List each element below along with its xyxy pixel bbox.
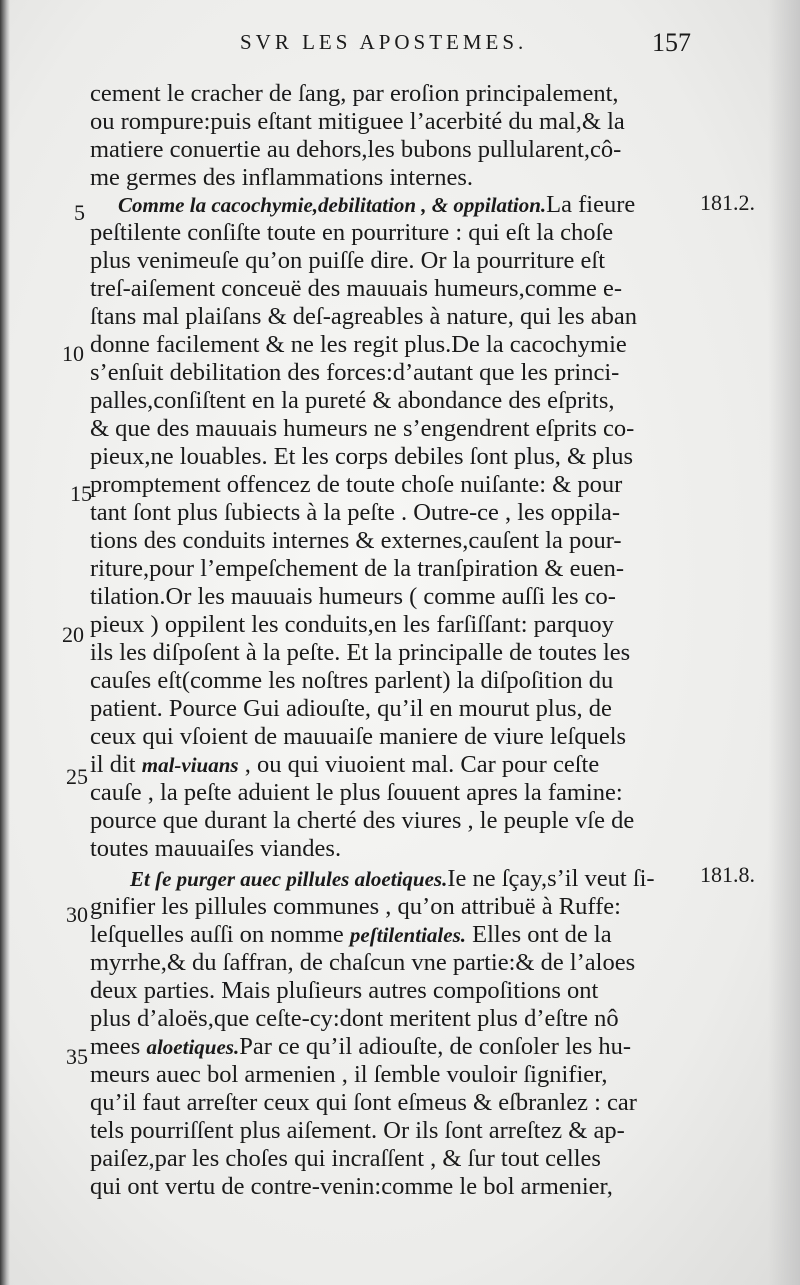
- text-line: [90, 1117, 625, 1145]
- line-text: myrrhe,& du ſaffran, de chaſcun vne partie:& de l’aloes: [90, 949, 636, 976]
- text-line: [90, 977, 598, 1005]
- text-line: [90, 443, 633, 471]
- line-text: plus venimeuſe qu’on puiſſe dire. Or la pourriture eſt: [90, 247, 606, 274]
- line-text: ou rompure:puis eſtant mitiguee l’acerbité du mal,& la: [90, 108, 625, 135]
- line-text: tels pourriſſent plus aiſement. Or ils ſont arreſtez & ap-: [90, 1117, 625, 1144]
- line-text: patient. Pource Gui adiouſte, qu’il en mourut plus, de: [90, 695, 612, 722]
- line-text: tilation.Or les mauuais humeurs ( comme auſſi les co-: [90, 583, 616, 610]
- text-line: [90, 949, 635, 977]
- text-line: [90, 779, 623, 807]
- line-text: gnifier les pillules communes , qu’on attribuë à Ruffe:: [90, 893, 621, 920]
- italic-lemma: Et ſe purger auec pillules aloetiques.: [130, 867, 448, 891]
- line-text: peſtilente conſiſte toute en pourriture : qui eſt la choſe: [90, 219, 614, 246]
- text-line: [90, 387, 615, 415]
- line-text: tions des conduits internes & externes,cauſent la pour-: [90, 527, 622, 554]
- line-text: qu’il faut arreſter ceux qui ſont eſmeus & eſbranlez : car: [90, 1089, 637, 1116]
- text-line: [90, 331, 627, 359]
- line-text: promptement offencez de toute choſe nuiſante: & pour: [90, 471, 623, 498]
- page-number: 157: [652, 28, 691, 57]
- page-gutter-shadow: [0, 0, 10, 1285]
- text-line: [90, 164, 473, 192]
- margin-note: 181.8.: [700, 862, 755, 887]
- text-line: [130, 865, 655, 893]
- text-line: [90, 807, 634, 835]
- text-line: [90, 471, 622, 499]
- line-text: treſ-aiſement conceuë des mauuais humeurs,comme e-: [90, 275, 622, 302]
- text-line: [90, 921, 612, 949]
- line-text: cauſes eſt(comme les noſtres parlent) la diſpoſition du: [90, 667, 614, 694]
- text-line: [90, 275, 622, 303]
- text-line: [90, 247, 605, 275]
- text-line: [90, 80, 619, 108]
- text-line: [90, 695, 612, 723]
- line-text: tant ſont plus ſubiects à la peſte . Outre-ce , les oppila-: [90, 499, 620, 526]
- line-text: pource que durant la cherté des viures , le peuple vſe de: [90, 807, 635, 834]
- line-text: s’enſuit debilitation des forces:d’autant que les princi-: [90, 359, 620, 386]
- text-line: [90, 555, 624, 583]
- line-number: 35: [66, 1044, 88, 1069]
- line-text: La fieure: [546, 191, 636, 218]
- line-text: mees: [90, 1033, 147, 1060]
- text-line: [90, 499, 620, 527]
- line-text: , ou qui viuoient mal. Car pour ceſte: [238, 751, 600, 778]
- line-text: toutes mauuaiſes viandes.: [90, 835, 342, 862]
- line-text: meurs auec bol armenien , il ſemble vouloir ſignifier,: [90, 1061, 608, 1088]
- line-number: 25: [66, 764, 88, 789]
- text-line: [90, 893, 621, 921]
- line-text: plus d’aloës,que ceſte-cy:dont meritent plus d’eſtre nô: [90, 1005, 619, 1032]
- text-line: [90, 136, 621, 164]
- page-edge: [768, 0, 800, 1285]
- text-line: [90, 1061, 607, 1089]
- text-line: [90, 667, 613, 695]
- text-line: [90, 1005, 619, 1033]
- line-number: 5: [74, 200, 85, 225]
- italic-lemma: mal-viuans: [141, 753, 239, 777]
- text-line: [90, 1089, 637, 1117]
- text-line: [90, 611, 614, 639]
- text-line: [90, 583, 616, 611]
- running-title: SVR LES APOSTEMES.: [240, 30, 528, 54]
- text-line: [90, 751, 599, 779]
- line-text: paiſez,par les choſes qui incraſſent , & ſur tout celles: [90, 1145, 601, 1172]
- line-text: & que des mauuais humeurs ne s’engendrent eſprits co-: [90, 415, 635, 442]
- line-text: deux parties. Mais pluſieurs autres compoſitions ont: [90, 977, 599, 1004]
- line-text: cauſe , la peſte aduient le plus ſouuent apres la famine:: [90, 779, 623, 806]
- text-line: [90, 527, 622, 555]
- line-text: riture,pour l’empeſchement de la tranſpiration & euen-: [90, 555, 625, 582]
- text-line: [90, 108, 625, 136]
- text-line: [90, 723, 626, 751]
- text-line: [90, 359, 619, 387]
- line-text: palles,conſiſtent en la pureté & abondance des eſprits,: [90, 387, 615, 414]
- line-number: 10: [62, 341, 84, 366]
- text-line: [90, 835, 341, 863]
- line-text: cement le cracher de ſang, par eroſion principalement,: [90, 80, 619, 107]
- italic-lemma: Comme la cacochymie,debilitation , & oppilation.: [118, 193, 547, 217]
- text-line: [90, 639, 630, 667]
- line-text: il dit: [90, 751, 142, 778]
- line-text: qui ont vertu de contre-venin:comme le bol armenier,: [90, 1173, 613, 1200]
- line-number: 30: [66, 902, 88, 927]
- italic-lemma: peſtilentiales.: [349, 923, 466, 947]
- line-text: pieux,ne louables. Et les corps debiles ſont plus, & plus: [90, 443, 634, 470]
- line-text: ils les diſpoſent à la peſte. Et la principalle de toutes les: [90, 639, 631, 666]
- text-line: [90, 1173, 613, 1201]
- text-line: [90, 219, 613, 247]
- margin-note: 181.2.: [700, 190, 755, 215]
- line-text: Ie ne ſçay,s’il veut ſi-: [447, 865, 655, 892]
- text-line: [90, 1145, 601, 1173]
- text-line: [118, 191, 635, 219]
- line-text: Elles ont de la: [466, 921, 612, 948]
- line-text: matiere conuertie au dehors,les bubons pullularent,cô-: [90, 136, 622, 163]
- line-text: ceux qui vſoient de mauuaiſe maniere de viure leſquels: [90, 723, 627, 750]
- line-text: leſquelles auſſi on nomme: [90, 921, 350, 948]
- line-number: 15: [70, 481, 92, 506]
- line-text: donne facilement & ne les regit plus.De la cacochymie: [90, 331, 627, 358]
- text-line: [90, 1033, 631, 1061]
- text-line: [90, 303, 637, 331]
- line-number: 20: [62, 622, 84, 647]
- italic-lemma: aloetiques.: [146, 1035, 240, 1059]
- line-text: pieux ) oppilent les conduits,en les farſiſſant: parquoy: [90, 611, 614, 638]
- line-text: me germes des inflammations internes.: [90, 164, 474, 191]
- text-line: [90, 415, 634, 443]
- line-text: Par ce qu’il adiouſte, de conſoler les hu-: [239, 1033, 632, 1060]
- line-text: ſtans mal plaiſans & deſ-agreables à nature, qui les aban: [90, 303, 637, 330]
